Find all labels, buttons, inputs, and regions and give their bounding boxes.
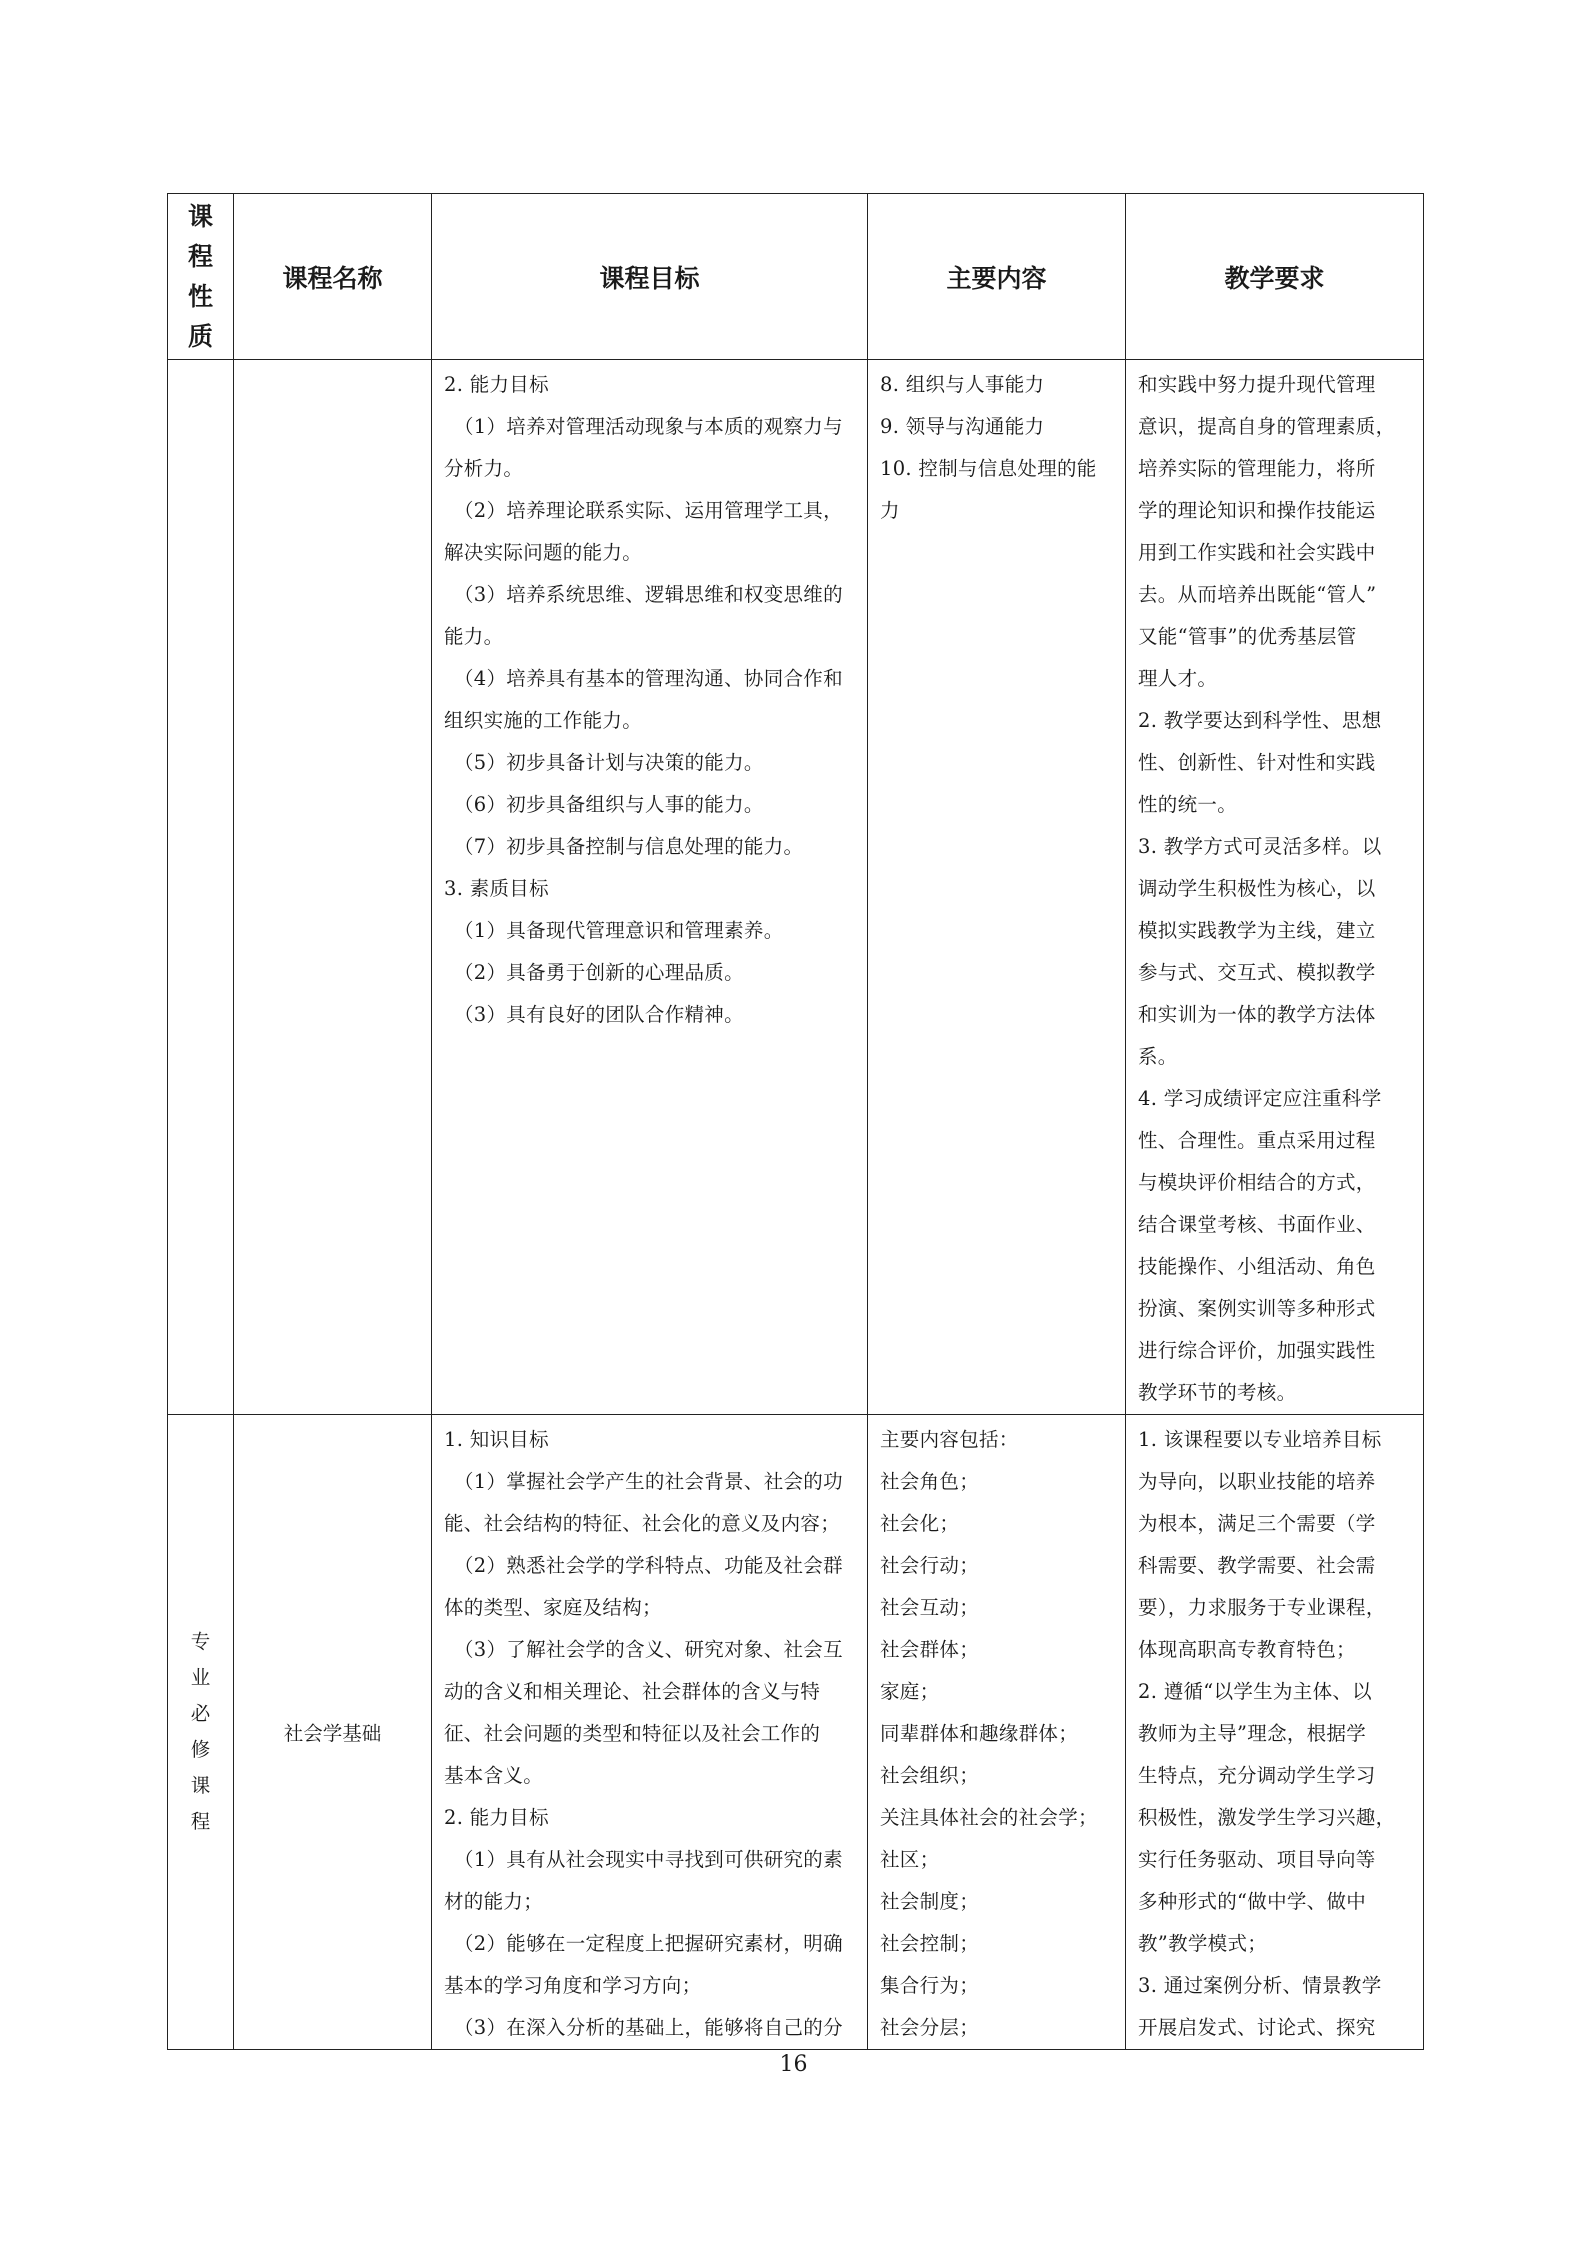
text-line: 体的类型、家庭及结构； <box>444 1596 662 1619</box>
text-line: 为导向，以职业技能的培养 <box>1138 1470 1376 1493</box>
text-line: （3）具有良好的团队合作精神。 <box>454 1003 744 1026</box>
text-line: 社会互动； <box>880 1596 980 1619</box>
text-line: 2. 遵循“以学生为主体、以 <box>1138 1680 1372 1703</box>
text-line: 和实践中努力提升现代管理 <box>1138 373 1376 396</box>
vertical-char: 程 <box>190 1810 211 1833</box>
text-line: 3. 通过案例分析、情景教学 <box>1138 1974 1382 1997</box>
course-row-management <box>168 360 1424 1415</box>
text-line: 为根本，满足三个需要（学 <box>1138 1512 1376 1535</box>
text-line: （1）培养对管理活动现象与本质的观察力与 <box>454 415 843 438</box>
header-course-nature <box>168 194 234 360</box>
text-line: 组织实施的工作能力。 <box>444 709 643 732</box>
text-line: 3. 素质目标 <box>444 877 549 900</box>
vertical-char: 课 <box>187 201 213 231</box>
text-line: 调动学生积极性为核心，以 <box>1138 877 1376 900</box>
objectives-list <box>432 360 867 1036</box>
text-line: 去。从而培养出既能“管人” <box>1138 583 1377 606</box>
text-line: 材的能力； <box>444 1890 544 1913</box>
text-line: （3）了解社会学的含义、研究对象、社会互 <box>454 1638 843 1661</box>
text-line: 8. 组织与人事能力 <box>880 373 1045 396</box>
vertical-char: 专 <box>190 1630 211 1653</box>
text-line: 社会化； <box>880 1512 960 1535</box>
text-line: 10. 控制与信息处理的能 <box>880 457 1097 480</box>
text-line: 9. 领导与沟通能力 <box>880 415 1045 438</box>
requirements-list <box>1126 360 1423 1414</box>
text-line: 主要内容包括： <box>880 1428 1019 1451</box>
text-line: （6）初步具备组织与人事的能力。 <box>454 793 764 816</box>
text-line: 社会行动； <box>880 1554 980 1577</box>
vertical-char: 业 <box>190 1666 211 1689</box>
header-course-objectives: 课程目标 <box>432 194 868 360</box>
text-line: 社会组织； <box>880 1764 980 1787</box>
text-line: 系。 <box>1138 1045 1178 1068</box>
text-line: 科需要、教学需要、社会需 <box>1138 1554 1376 1577</box>
page-number: 16 <box>779 2052 808 2077</box>
text-line: 培养实际的管理能力，将所 <box>1138 457 1376 480</box>
text-line: 积极性，激发学生学习兴趣， <box>1138 1806 1396 1829</box>
header-main-content: 主要内容 <box>868 194 1126 360</box>
text-line: 基本的学习角度和学习方向； <box>444 1974 702 1997</box>
text-line: 技能操作、小组活动、角色 <box>1138 1255 1376 1278</box>
text-line: 家庭； <box>880 1680 940 1703</box>
text-line: 结合课堂考核、书面作业、 <box>1138 1213 1376 1236</box>
text-line: 2. 能力目标 <box>444 373 549 396</box>
text-line: 2. 教学要达到科学性、思想 <box>1138 709 1382 732</box>
text-line: （1）掌握社会学产生的社会背景、社会的功 <box>454 1470 843 1493</box>
header-teaching-requirements: 教学要求 <box>1126 194 1424 360</box>
text-line: （4）培养具有基本的管理沟通、协同合作和 <box>454 667 843 690</box>
curriculum-table <box>167 193 1424 2050</box>
text-line: （2）培养理论联系实际、运用管理学工具， <box>454 499 843 522</box>
text-line: 分析力。 <box>444 457 524 480</box>
text-line: 性、合理性。重点采用过程 <box>1138 1129 1376 1152</box>
text-line: 4. 学习成绩评定应注重科学 <box>1138 1087 1382 1110</box>
text-line: 征、社会问题的类型和特征以及社会工作的 <box>444 1722 821 1745</box>
text-line: 1. 知识目标 <box>444 1428 549 1451</box>
text-line: 能力。 <box>444 625 504 648</box>
text-line: 生特点，充分调动学生学习 <box>1138 1764 1376 1787</box>
text-line: （3）在深入分析的基础上，能够将自己的分 <box>454 2016 843 2039</box>
text-line: 力 <box>880 499 900 522</box>
text-line: （2）熟悉社会学的学科特点、功能及社会群 <box>454 1554 843 1577</box>
text-line: 扮演、案例实训等多种形式 <box>1138 1297 1376 1320</box>
text-line: （2）具备勇于创新的心理品质。 <box>454 961 744 984</box>
vertical-char: 性 <box>187 281 213 311</box>
text-line: 和实训为一体的教学方法体 <box>1138 1003 1376 1026</box>
text-line: 实行任务驱动、项目导向等 <box>1138 1848 1376 1871</box>
vertical-char: 课 <box>190 1774 211 1797</box>
header-row <box>168 194 1424 360</box>
text-line: （1）具备现代管理意识和管理素养。 <box>454 919 784 942</box>
text-line: 多种形式的“做中学、做中 <box>1138 1890 1367 1913</box>
course-objectives-cell <box>432 360 868 1415</box>
content-list <box>868 360 1125 532</box>
text-line: 基本含义。 <box>444 1764 544 1787</box>
text-line: （5）初步具备计划与决策的能力。 <box>454 751 764 774</box>
text-line: 能、社会结构的特征、社会化的意义及内容； <box>444 1512 841 1535</box>
text-line: 教师为主导”理念，根据学 <box>1138 1722 1367 1745</box>
text-line: 同辈群体和趣缘群体； <box>880 1722 1079 1745</box>
text-line: 解决实际问题的能力。 <box>444 541 643 564</box>
text-line: （7）初步具备控制与信息处理的能力。 <box>454 835 804 858</box>
text-line: 性、创新性、针对性和实践 <box>1138 751 1376 774</box>
course-objectives-cell <box>432 1415 868 2050</box>
course-name-cell: 社会学基础 <box>234 1415 432 2050</box>
course-nature-cell <box>168 360 234 1415</box>
vertical-char: 质 <box>187 321 213 351</box>
text-line: 进行综合评价，加强实践性 <box>1138 1339 1376 1362</box>
text-line: 社会控制； <box>880 1932 980 1955</box>
text-line: 理人才。 <box>1138 667 1218 690</box>
text-line: 2. 能力目标 <box>444 1806 549 1829</box>
text-line: 社会制度； <box>880 1890 980 1913</box>
text-line: 3. 教学方式可灵活多样。以 <box>1138 835 1382 858</box>
requirements-list <box>1126 1415 1423 2049</box>
text-line: 又能“管事”的优秀基层管 <box>1138 625 1357 648</box>
course-nature-cell <box>168 1415 234 2050</box>
header-course-name: 课程名称 <box>234 194 432 360</box>
text-line: 教”教学模式； <box>1138 1932 1268 1955</box>
objectives-list <box>432 1415 867 2049</box>
text-line: 学的理论知识和操作技能运 <box>1138 499 1376 522</box>
text-line: 体现高职高专教育特色； <box>1138 1638 1356 1661</box>
text-line: 关注具体社会的社会学； <box>880 1806 1098 1829</box>
text-line: 社会分层； <box>880 2016 980 2039</box>
text-line: 模拟实践教学为主线，建立 <box>1138 919 1376 942</box>
text-line: 集合行为； <box>880 1974 980 1997</box>
vertical-char: 程 <box>187 241 213 271</box>
text-line: （1）具有从社会现实中寻找到可供研究的素 <box>454 1848 843 1871</box>
text-line: 社会群体； <box>880 1638 980 1661</box>
text-line: 教学环节的考核。 <box>1138 1381 1297 1404</box>
main-content-cell <box>868 360 1126 1415</box>
text-line: 动的含义和相关理论、社会群体的含义与特 <box>444 1680 821 1703</box>
teaching-requirements-cell <box>1126 360 1424 1415</box>
text-line: 社区； <box>880 1848 940 1871</box>
text-line: 用到工作实践和社会实践中 <box>1138 541 1376 564</box>
content-list <box>868 1415 1125 2049</box>
text-line: 社会角色； <box>880 1470 980 1493</box>
text-line: 要），力求服务于专业课程， <box>1138 1596 1386 1619</box>
text-line: 与模块评价相结合的方式， <box>1138 1171 1376 1194</box>
text-line: 开展启发式、讨论式、探究 <box>1138 2016 1376 2039</box>
course-row-sociology <box>168 1415 1424 2050</box>
text-line: 意识，提高自身的管理素质， <box>1138 415 1396 438</box>
vertical-char: 修 <box>190 1738 211 1761</box>
text-line: 1. 该课程要以专业培养目标 <box>1138 1428 1382 1451</box>
main-content-cell <box>868 1415 1126 2050</box>
text-line: （3）培养系统思维、逻辑思维和权变思维的 <box>454 583 843 606</box>
text-line: （2）能够在一定程度上把握研究素材，明确 <box>454 1932 843 1955</box>
teaching-requirements-cell <box>1126 1415 1424 2050</box>
vertical-char: 必 <box>190 1702 211 1725</box>
text-line: 参与式、交互式、模拟教学 <box>1138 961 1376 984</box>
course-name-cell <box>234 360 432 1415</box>
text-line: 性的统一。 <box>1138 793 1238 816</box>
